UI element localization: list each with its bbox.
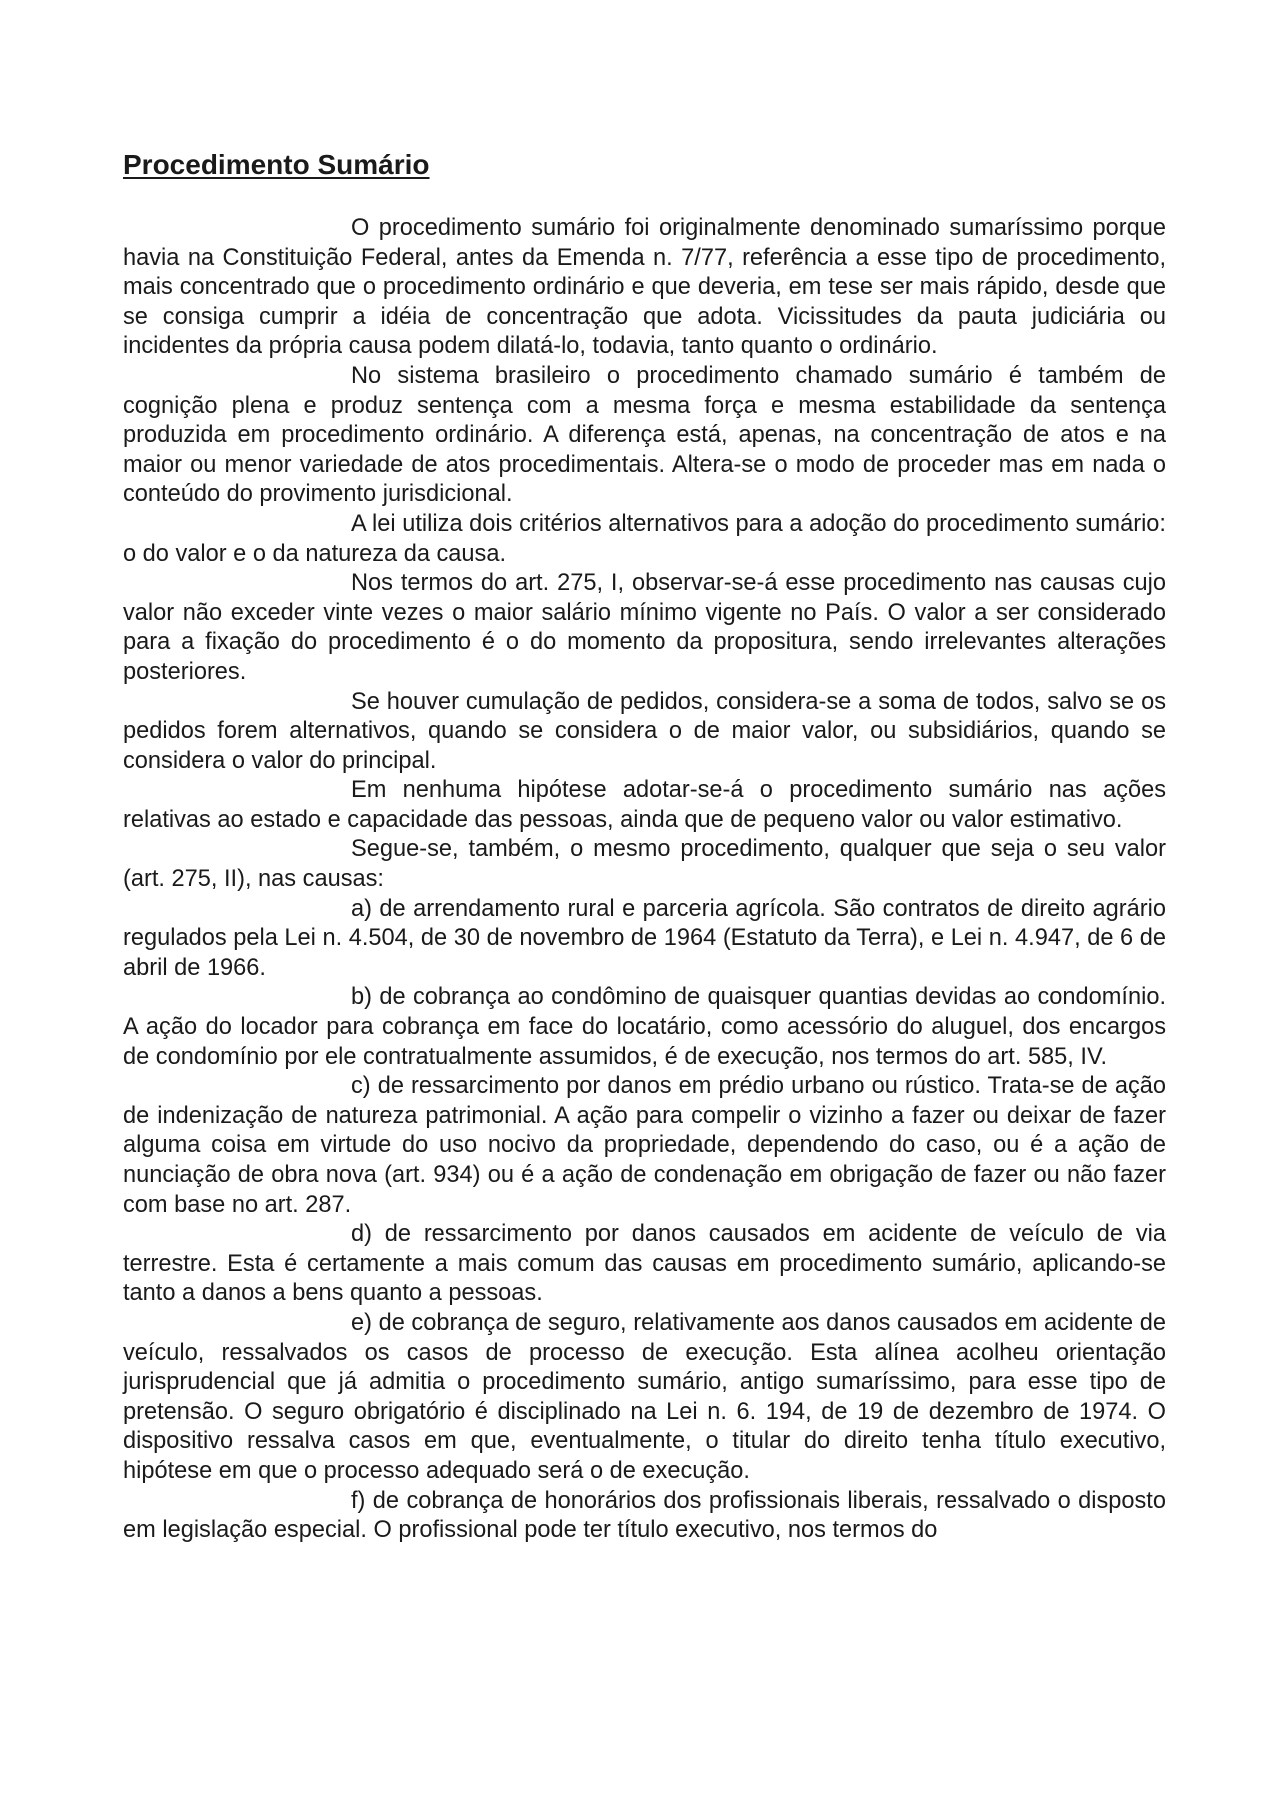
paragraph-cognicao: No sistema brasileiro o procedimento chamado sumário é também de cognição plena e produz sentença com a mesma força e mesma estabilidade da sentença produzida em procedimento ordinário. A diferença está, apenas, na concentração de atos e na maior ou menor variedade de atos procedimentais. Altera-se o modo de proceder mas em nada o conteúdo do provimento jurisdicional. [123,362,1166,508]
paragraph-intro: O procedimento sumário foi originalmente denominado sumaríssimo porque havia na Constituição Federal, antes da Emenda n. 7/77, referência a esse tipo de procedimento, mais concentrado que o procedimento ordinário e que deveria, em tese ser mais rápido, desde que se consiga cumprir a idéia de concentração que adota. Vicissitudes da pauta judiciária ou incidentes da própria causa podem dilatá-lo, todavia, tanto quanto o ordinário. [123,215,1166,360]
paragraph-item-f: f) de cobrança de honorários dos profissionais liberais, ressalvado o disposto em legislação especial. O profissional pode ter título executivo, nos termos do [123,1487,1166,1544]
paragraph-item-e: e) de cobrança de seguro, relativamente aos danos causados em acidente de veículo, ressalvados os casos de processo de execução. Esta alínea acolheu orientação jurisprudencial que já admitia o procedimento sumário, antigo sumaríssimo, para esse tipo de pretensão. O seguro obrigatório é disciplinado na Lei n. 6. 194, de 19 de dezembro de 1974. O dispositivo ressalva casos em que, eventualmente, o titular do direito tenha título executivo, hipótese em que o processo adequado será o de execução. [123,1309,1166,1484]
paragraph-valor: Nos termos do art. 275, I, observar-se-á esse procedimento nas causas cujo valor não exceder vinte vezes o maior salário mínimo vigente no País. O valor a ser considerado para a fixação do procedimento é o do momento da propositura, sendo irrelevantes alterações posteriores. [123,570,1166,685]
paragraph-item-d: d) de ressarcimento por danos causados em acidente de veículo de via terrestre. Esta é certamente a mais comum das causas em procedimento sumário, aplicando-se tanto a danos a bens quanto a pessoas. [123,1221,1166,1307]
paragraph-criterios: A lei utiliza dois critérios alternativos para a adoção do procedimento sumário: o do valor e o da natureza da causa. [123,510,1166,567]
paragraph-natureza: Segue-se, também, o mesmo procedimento, qualquer que seja o seu valor (art. 275, II), nas causas: [123,836,1166,893]
document-title: Procedimento Sumário [123,149,430,180]
paragraph-item-a: a) de arrendamento rural e parceria agrícola. São contratos de direito agrário regulados pela Lei n. 4.504, de 30 de novembro de 1964 (Estatuto da Terra), e Lei n. 4.947, de 6 de abril de 1966. [123,895,1166,981]
paragraph-estado-pessoas: Em nenhuma hipótese adotar-se-á o procedimento sumário nas ações relativas ao estado e capacidade das pessoas, ainda que de pequeno valor ou valor estimativo. [123,777,1166,833]
paragraph-item-b: b) de cobrança ao condômino de quaisquer quantias devidas ao condomínio. A ação do locador para cobrança em face do locatário, como acessório do aluguel, dos encargos de condomínio por ele contratualmente assumidos, é de execução, nos termos do art. 585, IV. [123,984,1166,1070]
document-page [123,148,1166,1546]
paragraph-item-c: c) de ressarcimento por danos em prédio urbano ou rústico. Trata-se de ação de indenização de natureza patrimonial. A ação para compelir o vizinho a fazer ou deixar de fazer alguma coisa em virtude do uso nocivo da propriedade, dependendo do caso, ou é a ação de nunciação de obra nova (art. 934) ou é a ação de condenação em obrigação de fazer ou não fazer com base no art. 287. [123,1073,1166,1218]
paragraph-cumulacao: Se houver cumulação de pedidos, considera-se a soma de todos, salvo se os pedidos forem alternativos, quando se considera o de maior valor, ou subsidiários, quando se considera o valor do principal. [123,688,1166,774]
